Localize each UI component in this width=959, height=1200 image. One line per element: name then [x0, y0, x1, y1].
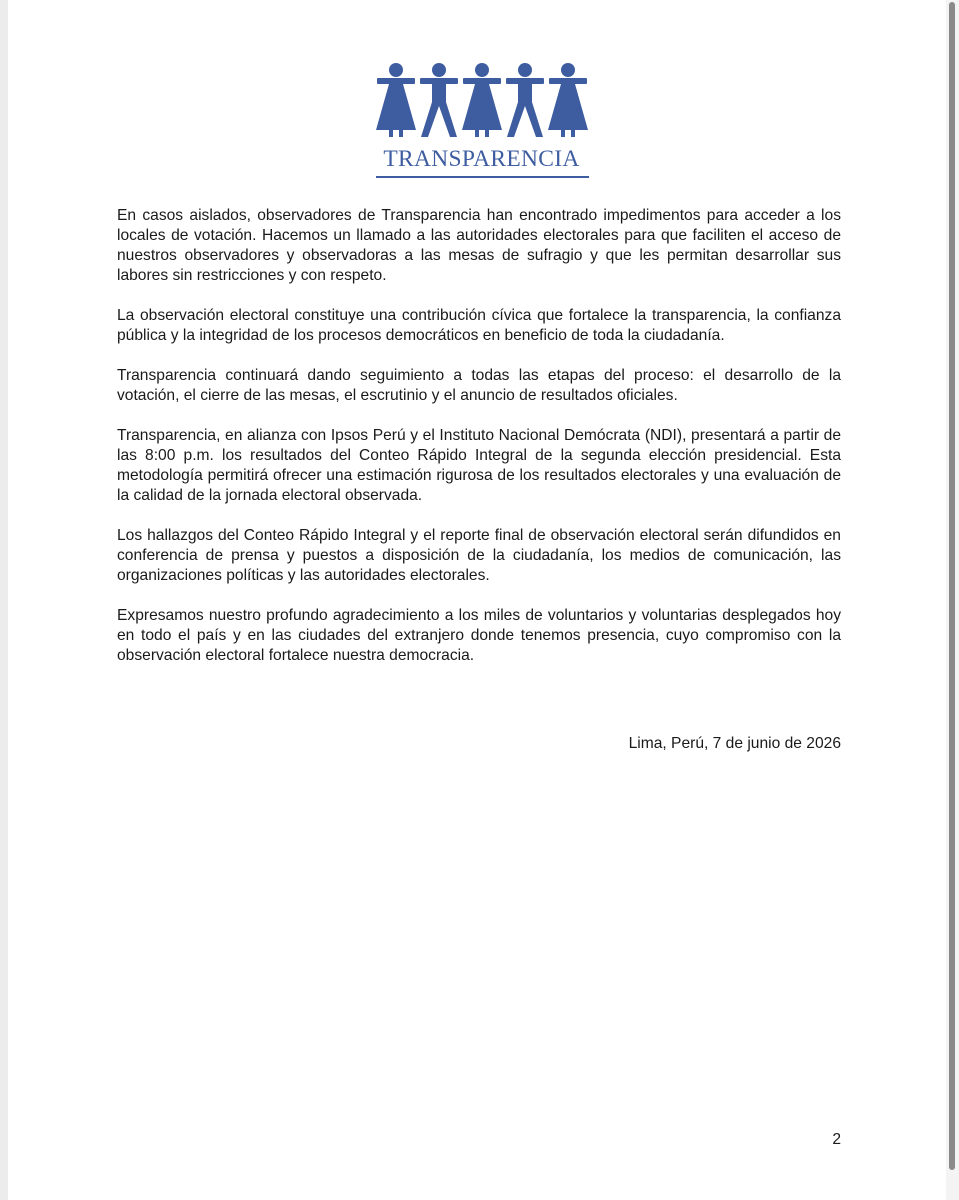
scrollbar-thumb[interactable] — [949, 2, 955, 1170]
paragraph: Expresamos nuestro profundo agradecimiento a los miles de voluntarios y voluntarias desplegados hoy en todo el país y en las ciudades del extranjero donde tenemos presencia, cuyo compromiso con la observación electoral fortalece nuestra democracia. — [117, 607, 841, 664]
logo-wordmark: TRANSPARENCIA — [383, 146, 580, 172]
paragraph: La observación electoral constituye una contribución cívica que fortalece la transparencia, la confianza pública y la integridad de los procesos democráticos en beneficio de toda la ciudadanía. — [117, 307, 841, 344]
logo-underline — [376, 176, 589, 178]
paragraph: Transparencia, en alianza con Ipsos Perú y el Instituto Nacional Demócrata (NDI), presentará a partir de las 8:00 p.m. los resultados del Conteo Rápido Integral de la segunda elección presidencial. Esta metodología permitirá ofrecer una estimación rigurosa de los resultados electorales y una evaluación de la calidad de la jornada electoral observada. — [117, 427, 841, 504]
transparencia-logo — [369, 62, 594, 180]
vertical-scrollbar[interactable] — [946, 0, 959, 1200]
place-and-date: Lima, Perú, 7 de junio de 2026 — [628, 735, 841, 752]
document-body — [117, 206, 841, 686]
document-page — [8, 0, 946, 1200]
people-figures-icon — [375, 62, 589, 138]
paragraph: Transparencia continuará dando seguimiento a todas las etapas del proceso: el desarrollo de la votación, el cierre de las mesas, el escrutinio y el anuncio de resultados oficiales. — [117, 367, 841, 404]
page-number: 2 — [832, 1131, 841, 1148]
paragraph: Los hallazgos del Conteo Rápido Integral y el reporte final de observación electoral serán difundidos en conferencia de prensa y puestos a disposición de la ciudadanía, los medios de comunicación, las organizaciones políticas y las autoridades electorales. — [117, 527, 841, 584]
paragraph: En casos aislados, observadores de Transparencia han encontrado impedimentos para acceder a los locales de votación. Hacemos un llamado a las autoridades electorales para que faciliten el acceso de nuestros observadores y observadoras a las mesas de sufragio y que les permitan desarrollar sus labores sin restricciones y con respeto. — [117, 207, 841, 284]
